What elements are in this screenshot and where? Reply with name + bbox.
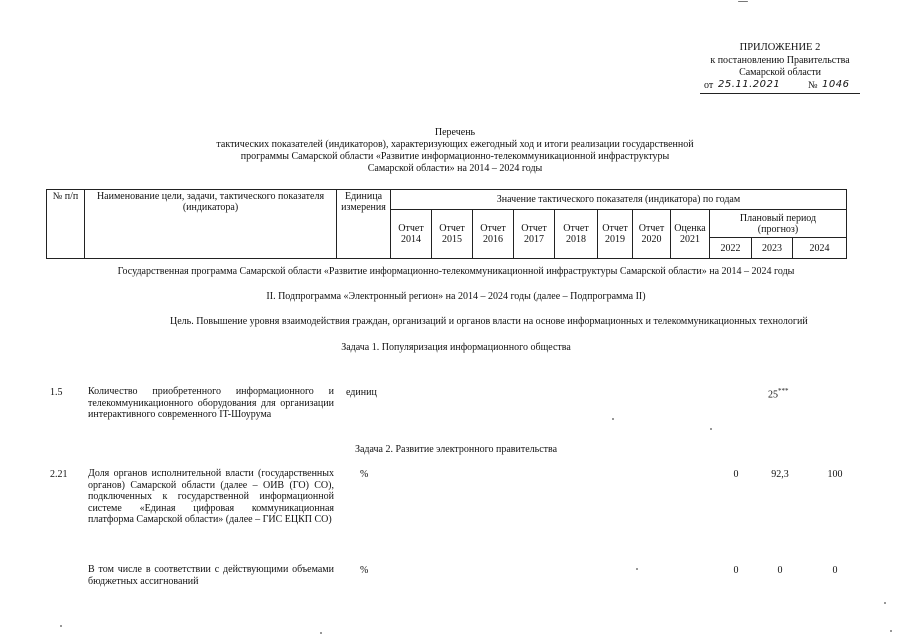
scan-speck [320,632,322,634]
header-values: Значение тактического показателя (индикатора) по годам [391,190,847,210]
appendix-date-line [700,80,860,94]
number-prefix: № [808,79,818,91]
row-2-21-value-2024: 100 [827,469,843,480]
row-budget-unit: % [360,565,369,576]
appendix-block [700,42,860,94]
header-plan-2023: 2023 [752,238,793,259]
task-2-title: Задача 2. Развитие электронного правительства [354,444,558,455]
number-handwritten: 1046 [822,78,850,90]
row-2-21-value-2023: 92,3 [771,469,789,480]
header-year-2020: Отчет 2020 [633,210,671,259]
row-budget-name: В том числе в соответствии с действующими объемами бюджетных ассигнований [88,564,334,587]
row-1-5-value-2023: 25*** [768,387,789,401]
heading-line-4: Самарской области» на 2014 – 2024 годы [367,163,543,174]
header-year-2014: Отчет 2014 [391,210,432,259]
header-unit: Единица измерения [337,190,391,259]
row-1-5-num: 1.5 [50,387,63,398]
header-year-2019: Отчет 2019 [598,210,633,259]
scan-speck [738,1,748,2]
row-2-21-name: Доля органов исполнительной власти (государственных органов) Самарской области (далее – ОИВ (ГО) СО), подключенных к государственной информационной системе «Единая цифровая коммуникационная платформа Самарской области» (далее – ГИС ЕЦКП СО) [88,468,334,526]
task-1-title: Задача 1. Популяризация информационного общества [341,342,571,353]
header-year-2015: Отчет 2015 [432,210,473,259]
appendix-line-1: к постановлению Правительства [710,54,850,66]
row-budget-value-2023: 0 [777,565,783,576]
program-title: Государственная программа Самарской области «Развитие информационно-телекоммуникационной инфраструктуры Самарской области» на 2014 – 2024 годы [117,266,795,277]
header-plan-2024: 2024 [793,238,847,259]
row-budget-value-2024: 0 [832,565,838,576]
goal-title: Цель. Повышение уровня взаимодействия граждан, организаций и органов власти на основе информационных и телекоммуникационных технологий [170,316,808,327]
header-plan-2022: 2022 [710,238,752,259]
appendix-title: ПРИЛОЖЕНИЕ 2 [739,42,821,53]
heading-line-3: программы Самарской области «Развитие информационно-телекоммуникационной инфраструктуры [240,151,670,162]
header-year-2016: Отчет 2016 [473,210,514,259]
scan-speck [60,625,62,627]
subprogram-title: II. Подпрограмма «Электронный регион» на 2014 – 2024 годы (далее – Подпрограмма II) [266,291,646,302]
header-num: № п/п [47,190,85,259]
date-handwritten: 25.11.2021 [718,78,781,90]
heading-line-2: тактических показателей (индикаторов), характеризующих ежегодный ход и итоги реализации государственной [216,139,694,150]
document-heading [150,127,760,175]
scan-speck [710,428,712,430]
scan-speck [890,630,892,632]
header-name: Наименование цели, задачи, тактического показателя (индикатора) [85,190,337,259]
row-1-5-unit: единиц [346,387,377,398]
indicators-table-header [46,189,847,259]
scan-speck [884,602,886,604]
row-2-21-value-2022: 0 [733,469,739,480]
scan-speck [612,418,614,420]
header-year-2018: Отчет 2018 [555,210,598,259]
row-2-21-num: 2.21 [50,469,68,480]
heading-line-1: Перечень [434,127,476,138]
appendix-line-2: Самарской области [739,67,821,78]
header-plan-period: Плановый период (прогноз) [710,210,847,238]
footnote-mark: *** [778,387,789,395]
row-1-5-name: Количество приобретенного информационного и телекоммуникационного оборудования для организации интерактивного современного IT-Шоурума [88,386,334,421]
row-2-21-unit: % [360,469,369,480]
header-year-2017: Отчет 2017 [514,210,555,259]
row-budget-value-2022: 0 [733,565,739,576]
scan-speck [636,568,638,570]
date-prefix: от [704,79,714,91]
header-year-2021: Оценка 2021 [671,210,710,259]
